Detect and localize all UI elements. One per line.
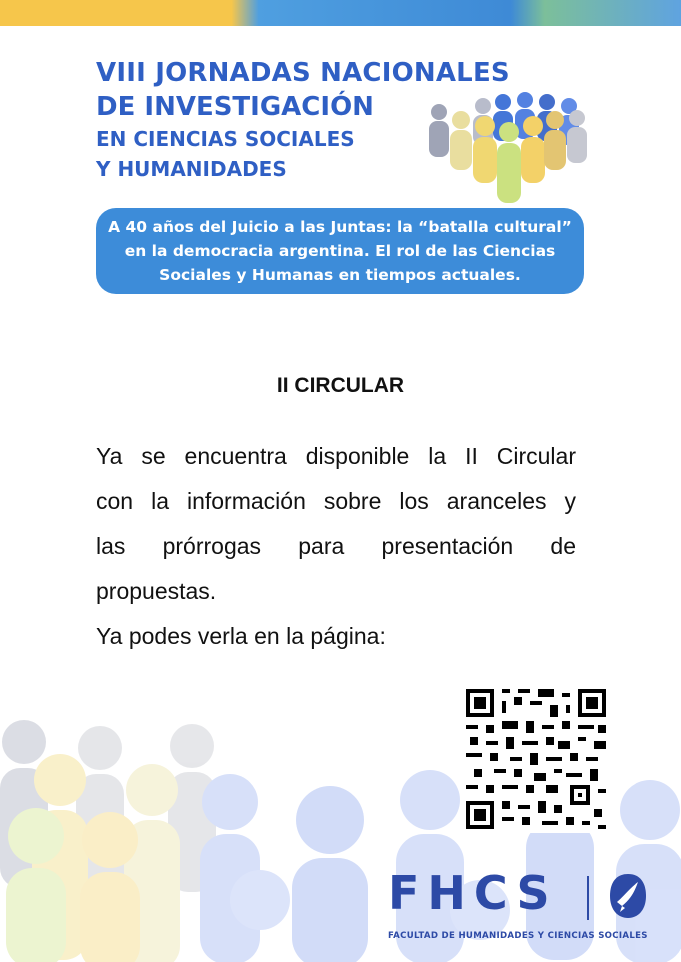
announcement-body <box>96 434 576 659</box>
banner-line-1: A 40 años del Juicio a las Juntas: la “batalla cultural” <box>108 218 572 236</box>
title-line-1: VIII JORNADAS NACIONALES <box>96 58 510 88</box>
body-line-1 <box>96 434 576 479</box>
word: Ya <box>96 443 123 469</box>
word: encuentra <box>184 443 287 469</box>
word: presentación <box>381 533 514 559</box>
word: con <box>96 488 134 514</box>
word: y <box>564 488 576 514</box>
body-line-5 <box>96 614 576 659</box>
page-heading: II CIRCULAR <box>276 374 405 397</box>
word: información <box>186 488 306 514</box>
body-line-4 <box>96 569 576 614</box>
word: los <box>399 488 429 514</box>
title-line-3: EN CIENCIAS SOCIALES <box>96 127 355 151</box>
word: se <box>141 443 166 469</box>
event-subtitle-banner <box>96 208 584 294</box>
faculty-name: FACULTAD DE HUMANIDADES Y CIENCIAS SOCIALES <box>388 931 648 941</box>
word: la <box>428 443 447 469</box>
word: disponible <box>305 443 410 469</box>
title-line-2: DE INVESTIGACIÓN <box>96 92 374 122</box>
crowd-people-icon <box>425 92 590 210</box>
title-line-4: Y HUMANIDADES <box>96 157 287 181</box>
body-line-2 <box>96 479 576 524</box>
bird-emblem-icon <box>608 872 648 920</box>
word: propuestas. <box>96 578 217 604</box>
word: aranceles <box>446 488 547 514</box>
top-color-strip <box>0 0 681 26</box>
banner-line-2: en la democracia argentina. El rol de las Ciencias <box>124 242 556 260</box>
fhcs-logo-text: FHCS <box>388 866 558 920</box>
page-link-prompt: Ya podes verla en la página: <box>96 623 386 649</box>
word: sobre <box>323 488 382 514</box>
qr-code-icon[interactable] <box>460 685 612 833</box>
word: las <box>96 533 126 559</box>
word: II <box>465 443 478 469</box>
word: la <box>151 488 169 514</box>
logo-divider <box>587 876 589 920</box>
word: Circular <box>496 443 576 469</box>
event-title <box>96 56 510 184</box>
word: de <box>550 533 576 559</box>
banner-line-3: Sociales y Humanas en tiempos actuales. <box>159 266 521 284</box>
word: para <box>298 533 345 559</box>
word: prórrogas <box>162 533 262 559</box>
body-line-3 <box>96 524 576 569</box>
